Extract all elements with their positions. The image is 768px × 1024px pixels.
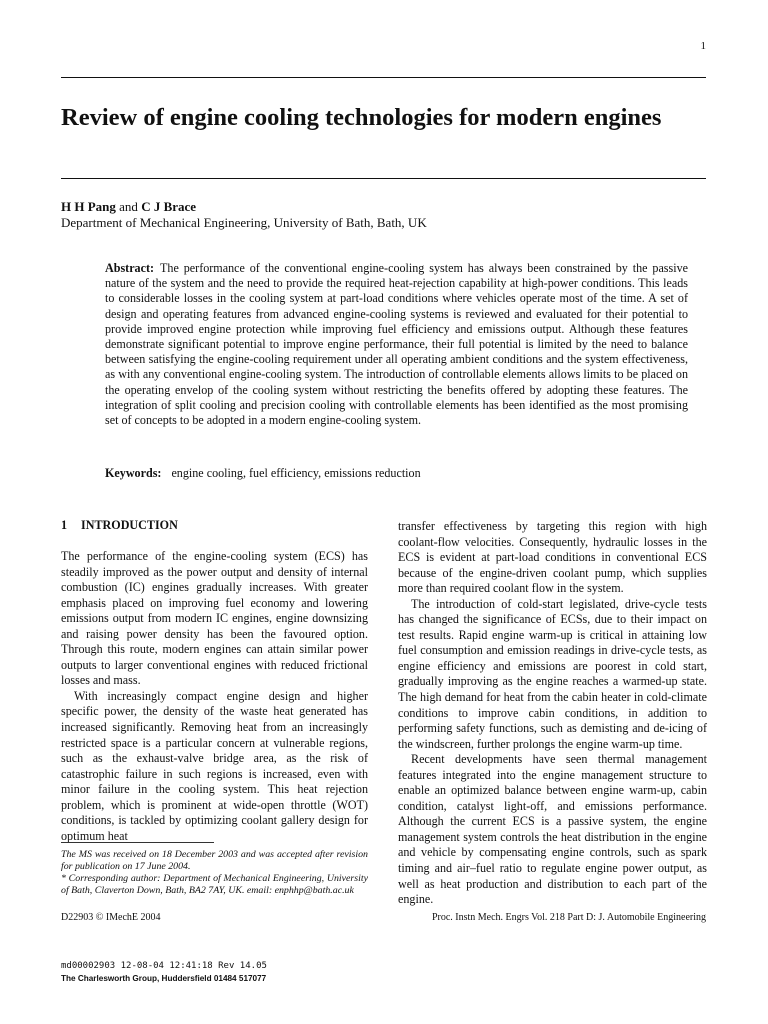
- footnote: * Corresponding author: Department of Mechanical Engineering, University of Bath, Claverton Down, Bath, BA2 7AY, UK. email: enphhp@bath.ac.uk: [61, 873, 368, 896]
- section-number: 1: [61, 518, 68, 532]
- section-title: INTRODUCTION: [81, 518, 178, 532]
- author-line: [61, 198, 196, 215]
- keywords: [105, 465, 421, 481]
- printer-code: md00002903 12-08-04 12:41:18 Rev 14.05: [61, 961, 267, 971]
- paper-title: Review of engine cooling technologies for modern engines: [61, 104, 662, 131]
- body-paragraph: The performance of the engine-cooling system (ECS) has steadily improved as the power output and density of internal combustion (IC) engines gradually increases. With greater emphasis placed on improving fuel economy and lowering emissions output from modern IC engines, engine downsizing and raising power density has been the favoured option. Through this route, modern engines can attain similar power outputs to larger conventional engines with reduced frictional losses and mass.: [61, 549, 368, 688]
- body-paragraph: With increasingly compact engine design and higher specific power, the density of the waste heat generated has increased significantly. Removing heat from an increasingly restricted space is a particular concern at vulnerable regions, such as the exhaust-valve bridge area, as the risk of catastrophic failure in such regions is increased, even with minor failure in the cooling system. This heat rejection problem, which is prominent at wide-open throttle (WOT) conditions, is tackled by optimizing coolant gallery design for optimum heat: [61, 688, 368, 843]
- footer-journal: Proc. Instn Mech. Engrs Vol. 218 Part D: J. Automobile Engineering: [431, 912, 706, 923]
- right-column: [398, 519, 707, 908]
- top-rule: [61, 77, 706, 78]
- body-paragraph: transfer effectiveness by targeting this region with high coolant-flow velocities. Consequently, hydraulic losses in the ECS is evident at part-load conditions in conventional ECS because of the engine-driven coolant pump, which supplies more than required coolant flow in the system.: [398, 519, 707, 596]
- footer-copyright: D22903 © IMechE 2004: [61, 912, 161, 923]
- left-column: [61, 549, 368, 844]
- author-connector: and: [115, 199, 142, 214]
- abstract-text: The performance of the conventional engine-cooling system has always been constrained by the passive nature of the system and the need to provide the required heat-rejection capability at high-power conditions. This leads to considerable losses in the cooling system at part-load conditions where vehicles operate most of the time. A set of design and operating features from advanced engine-cooling systems is reviewed and evaluated for their potential to provide improved engine protection while improving fuel efficiency and emissions output. Although these features demonstrate significant potential to improve engine performance, their full potential is limited by the need to balance between satisfying the engine-cooling requirement under all operating ambient conditions and the system effectiveness, as with any conventional engine-cooling system. The introduction of controllable elements allows limits to be placed on the operating envelop of the cooling system without restricting the benefits offered by adopting these features. The integration of split cooling and precision cooling with controllable elements has been identified as the most promising set of concepts to be adopted in a modern engine-cooling system.: [105, 261, 688, 428]
- author-name: H H Pang: [61, 199, 116, 214]
- affiliation: Department of Mechanical Engineering, University of Bath, Bath, UK: [61, 215, 427, 230]
- section-heading: [61, 518, 178, 533]
- title-rule: [61, 178, 706, 179]
- footnotes: [61, 849, 368, 897]
- keywords-text: engine cooling, fuel efficiency, emissions reduction: [171, 466, 421, 480]
- printer-name: The Charlesworth Group, Huddersfield 01484 517077: [61, 974, 267, 983]
- abstract: [105, 261, 688, 428]
- page-number: 1: [700, 40, 706, 52]
- body-paragraph: Recent developments have seen thermal management features integrated into the engine management structure to enable an optimized balance between engine warm-up, cabin condition, catalyst light-off, and emissions performance. Although the current ECS is a passive system, the engine management system controls the heat distribution in the engine and vehicle by compensating engine controls, such as spark timing and air–fuel ratio to regulate engine power output, as well as heat production and distribution to each part of the engine.: [398, 752, 707, 907]
- abstract-label: Abstract:: [105, 261, 155, 275]
- body-paragraph: The introduction of cold-start legislated, drive-cycle tests has changed the significance of ECSs, due to their impact on test results. Rapid engine warm-up is critical in attaining low fuel consumption and emission readings in drive-cycle tests, as engine efficiency and emissions are poorest in cold start, gradually improving as the engine reaches a warmed-up state. The high demand for heat from the cabin heater in cold-climate conditions to improve cabin conditions, in addition to performing safety functions, such as demisting and de-icing of the windscreen, further prolongs the engine warm-up time.: [398, 596, 707, 751]
- author-name: C J Brace: [141, 199, 197, 214]
- footnote-rule: [61, 842, 214, 843]
- keywords-label: Keywords:: [105, 466, 162, 480]
- footnote: The MS was received on 18 December 2003 and was accepted after revision for publication on 17 June 2004.: [61, 849, 368, 872]
